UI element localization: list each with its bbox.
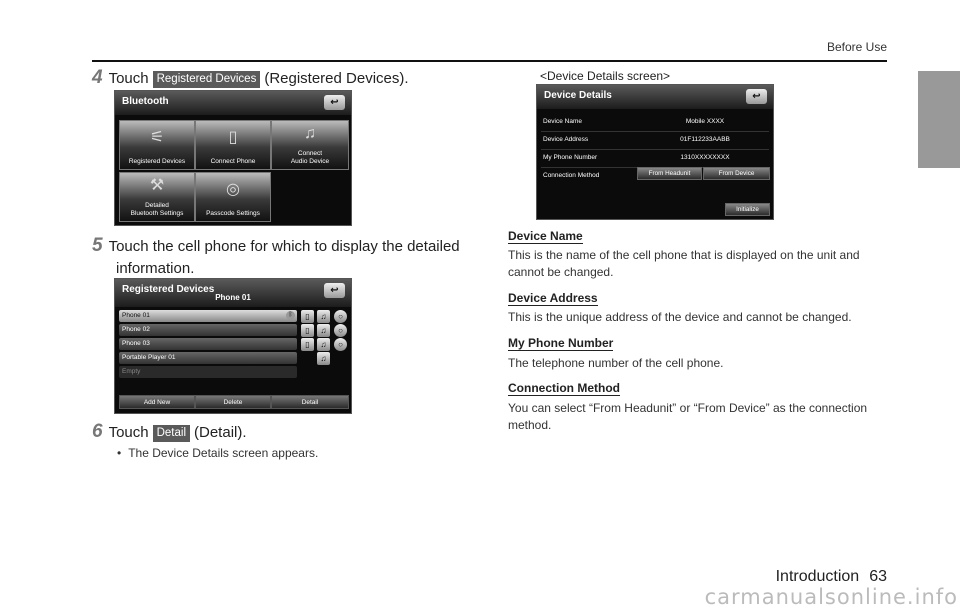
step-text-prefix: Touch: [108, 424, 149, 441]
screen-title: [537, 85, 773, 109]
devices-icon: ⚟: [149, 129, 165, 146]
device-label: Phone 03: [122, 340, 150, 347]
music-icon: ♫: [304, 125, 316, 142]
body-my-phone-number: The telephone number of the cell phone.: [508, 356, 724, 370]
detail-key: Device Address: [543, 136, 589, 143]
device-label: Portable Player 01: [122, 354, 176, 361]
page-number: 63: [869, 568, 887, 585]
tile-detailed-settings[interactable]: [119, 172, 195, 222]
step-6: [92, 421, 247, 443]
music-icon[interactable]: ♫: [317, 352, 330, 365]
step-5: [92, 235, 472, 280]
screen-title: [115, 279, 351, 307]
wrench-icon: ⚒: [149, 177, 165, 194]
screen-title: [115, 91, 351, 115]
tile-label: Connect Phone: [210, 158, 256, 165]
step-number: 6: [92, 421, 103, 442]
detail-key: Connection Method: [543, 172, 600, 179]
add-new-button[interactable]: Add New: [119, 395, 195, 409]
body-device-name: This is the name of the cell phone that is displayed on the unit and cannot be changed.: [508, 248, 860, 279]
step-text-suffix: (Detail).: [194, 424, 247, 441]
tile-connect-phone[interactable]: [195, 120, 271, 170]
step-text-prefix: Touch: [108, 70, 149, 87]
phone-icon: ▯: [228, 129, 238, 146]
music-icon[interactable]: ♫: [317, 310, 330, 323]
step-text-suffix: (Registered Devices).: [264, 70, 409, 87]
detail-key: My Phone Number: [543, 154, 598, 161]
lock-icon: ◎: [226, 181, 240, 198]
device-row[interactable]: [119, 352, 297, 364]
registered-devices-chip: Registered Devices: [153, 71, 261, 88]
step-number: 4: [92, 67, 103, 88]
tile-label: Passcode Settings: [206, 210, 260, 217]
from-device-button[interactable]: From Device: [703, 167, 770, 180]
detail-value: 1310XXXXXXXX: [680, 154, 730, 161]
term-connection-method: Connection Method: [508, 381, 620, 395]
bullet-note: • The Device Details screen appears.: [117, 446, 318, 460]
device-row[interactable]: [119, 366, 297, 378]
back-icon[interactable]: ↩: [746, 89, 767, 104]
chapter-side-tab: [918, 71, 960, 168]
tile-registered-devices[interactable]: [119, 120, 195, 170]
page-footer: [776, 568, 887, 586]
phone-icon[interactable]: ▯: [301, 338, 314, 351]
device-row[interactable]: [119, 324, 297, 336]
detail-key: Device Name: [543, 118, 583, 125]
tile-passcode-settings[interactable]: [195, 172, 271, 222]
details-title: Device Details: [544, 90, 612, 101]
detail-button[interactable]: Detail: [271, 395, 349, 409]
step-text-line2: information.: [116, 260, 195, 277]
music-icon[interactable]: ♫: [317, 324, 330, 337]
screen-caption: <Device Details screen>: [540, 69, 671, 83]
detail-row-phone-number: [537, 149, 773, 167]
device-label: Empty: [122, 368, 141, 375]
phone-icon[interactable]: ▯: [301, 324, 314, 337]
initialize-button[interactable]: Initialize: [725, 203, 770, 216]
tile-label: Registered Devices: [128, 158, 186, 165]
bluetooth-icon: ᛒ: [286, 311, 295, 320]
tile-connect-audio[interactable]: [271, 120, 349, 170]
registered-title: Registered Devices: [122, 284, 215, 295]
term-device-name: Device Name: [508, 229, 583, 243]
detail-row-device-address: [537, 131, 773, 149]
running-head: Before Use: [826, 40, 887, 54]
device-row[interactable]: [119, 338, 297, 350]
term-my-phone-number: My Phone Number: [508, 336, 614, 350]
delete-circle-icon[interactable]: ○: [334, 310, 347, 323]
detail-row-device-name: [537, 113, 773, 131]
from-headunit-button[interactable]: From Headunit: [637, 167, 702, 180]
detail-value: 01F112233AABB: [680, 136, 730, 143]
tile-label: Connect Audio Device: [290, 150, 330, 165]
device-details-screen: [536, 84, 774, 220]
body-connection-method: You can select “From Headunit” or “From Device” as the connection method.: [508, 401, 868, 432]
delete-button[interactable]: Delete: [195, 395, 271, 409]
bluetooth-screen: [114, 90, 352, 226]
chapter-name: Introduction: [775, 568, 860, 585]
tile-label: Detailed Bluetooth Settings: [130, 202, 184, 217]
body-device-address: This is the unique address of the device and cannot be changed.: [508, 310, 852, 324]
detail-value: Mobile XXXX: [685, 118, 725, 125]
term-device-address: Device Address: [508, 291, 598, 305]
device-label: Phone 01: [122, 312, 150, 319]
delete-circle-icon[interactable]: ○: [334, 324, 347, 337]
registered-devices-screen: [114, 278, 352, 414]
header-rule: [92, 60, 887, 62]
delete-circle-icon[interactable]: ○: [334, 338, 347, 351]
device-row[interactable]: [119, 310, 297, 322]
step-4: [92, 67, 409, 89]
back-icon[interactable]: ↩: [324, 283, 345, 298]
phone-icon[interactable]: ▯: [301, 310, 314, 323]
music-icon[interactable]: ♫: [317, 338, 330, 351]
selected-device-subtitle: Phone 01: [215, 293, 251, 302]
step-number: 5: [92, 235, 103, 256]
detail-chip: Detail: [153, 425, 190, 442]
watermark-text: carmanualsonline.info: [704, 585, 958, 609]
device-label: Phone 02: [122, 326, 150, 333]
back-icon[interactable]: ↩: [324, 95, 345, 110]
step-text-line1: Touch the cell phone for which to display the detailed: [108, 238, 460, 255]
bluetooth-title: Bluetooth: [122, 96, 169, 107]
